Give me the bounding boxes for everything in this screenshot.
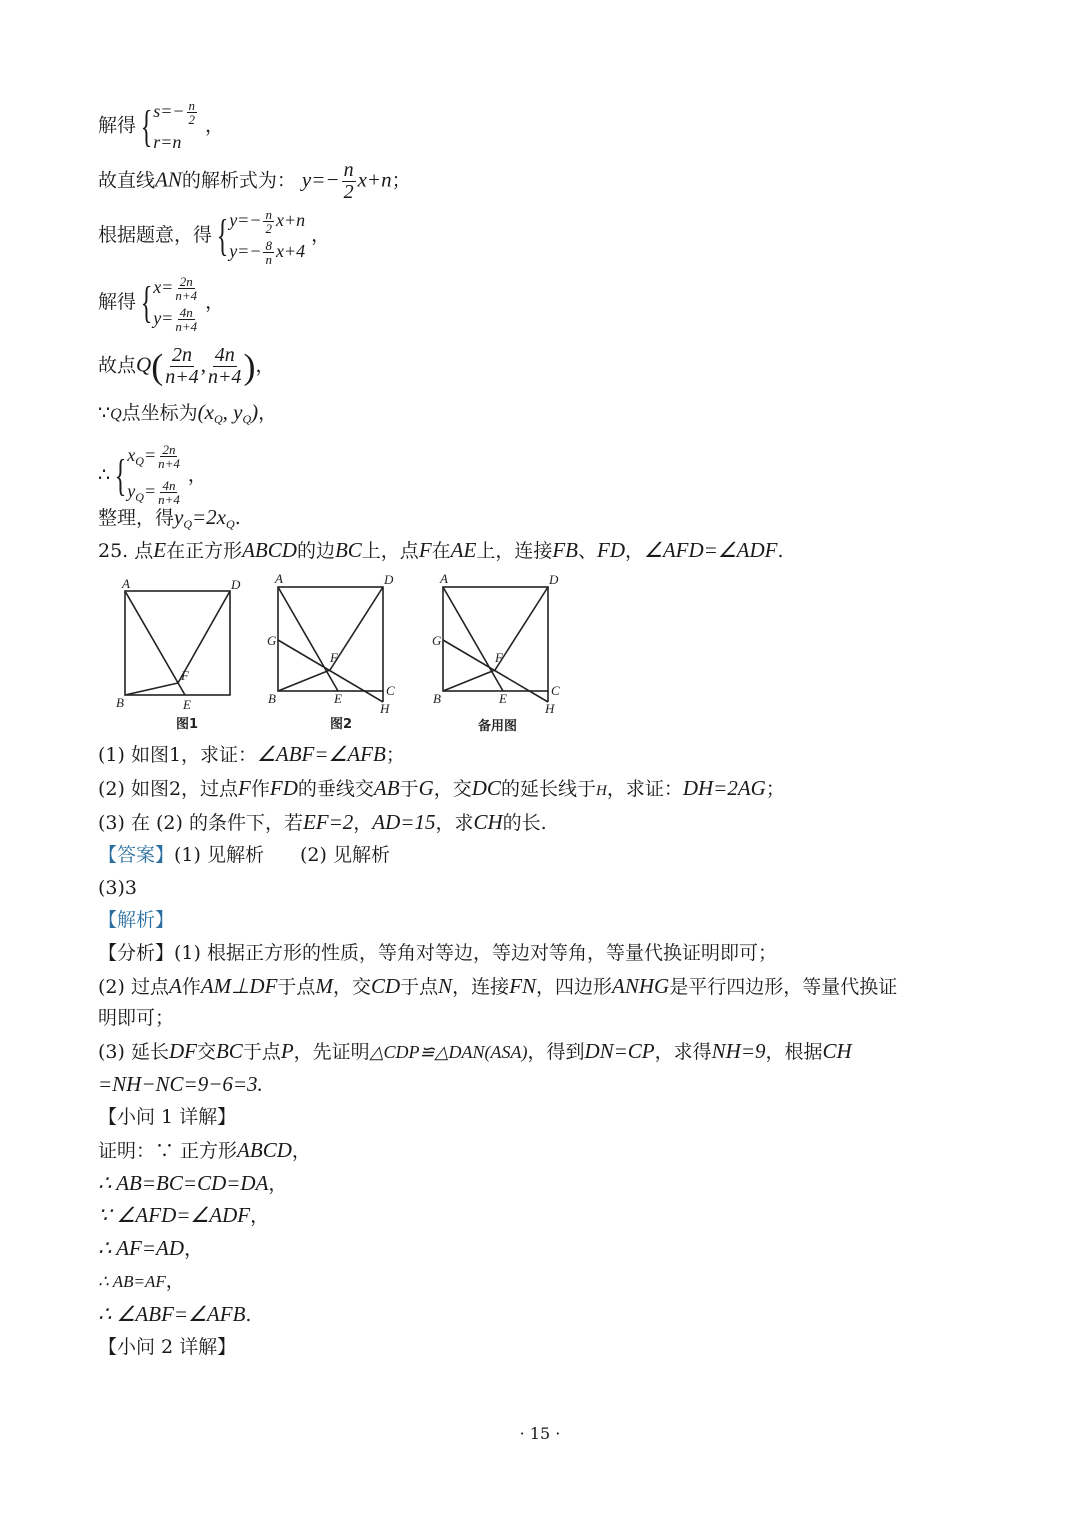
fig3-label-E: E (499, 691, 507, 706)
proof-line-6: ∴ ∠ABF=∠AFB. (98, 1302, 252, 1326)
question-1: (1) 如图1，求证：∠ABF=∠AFB； (98, 742, 405, 766)
fig3-label-A: A (440, 572, 448, 586)
geometry-figures (110, 572, 570, 737)
solve-system-x-y: 解得 { x= $\frac{2n}{n+4}$ y= $\frac{4n}{n+4}$ ， (98, 273, 225, 335)
line-an-expression: 故直线AN的解析式为： y=− $\frac{n}{2}$ x+n； (98, 159, 411, 203)
therefore-system: ∴ { $x_Q=$ $\frac{2n}{n+4}$ $y_Q=$ $\frac{4n}{n+4}$ ， (98, 440, 207, 512)
system-row: y=− $\frac{8}{n}$ x+4 (229, 237, 306, 268)
fig3-label-D: D (549, 572, 559, 587)
system-by-condition: 根据题意，得 { y=− $\frac{n}{2}$ x+n y=− $\frac{8}{n}$ x+4 ， (98, 206, 331, 268)
fig2-caption: 图2 (330, 717, 353, 732)
fig2-label-D: D (384, 572, 394, 587)
solve-system-s-r: 解得 { s=− $\frac{n}{2}$ r=n ， (98, 96, 224, 157)
analysis-2-cont: 明即可； (98, 1007, 175, 1029)
fig2-label-G: G (267, 633, 277, 648)
fig2-label-H: H (380, 701, 390, 716)
detail-2-tag: 【小问 2 详解】 (98, 1336, 237, 1358)
page-number: · 15 · (519, 1424, 561, 1443)
question-3: (3) 在 (2) 的条件下，若EF=2，AD=15，求CH的长. (98, 810, 547, 834)
system-row: r=n (153, 132, 182, 153)
analysis-3-cont: =NH−NC=9−6=3. (98, 1072, 263, 1096)
answer-3: (3)3 (98, 877, 138, 899)
analysis-2: (2) 过点A作AM⊥DF于点M，交CD于点N，连接FN，四边形ANHG是平行四边形，等量代换证 (98, 974, 898, 998)
point-q-coordinates: 故点Q( $\frac{2n}{n+4}$ , $\frac{4n}{n+4}$ )， (98, 344, 275, 388)
analysis-1: 【分析】(1) 根据正方形的性质，等角对等边，等边对等角，等量代换证明即可； (98, 942, 777, 964)
proof-line-1: 证明：∵ 正方形ABCD， (98, 1138, 311, 1162)
fig3-label-F: F (495, 650, 503, 665)
answer-line: 【答案】(1) 见解析 (2) 见解析 (98, 844, 390, 866)
system-row: s=− $\frac{n}{2}$ (153, 97, 195, 128)
system-row: x= $\frac{2n}{n+4}$ (153, 273, 198, 304)
system-row: y= $\frac{4n}{n+4}$ (153, 304, 198, 335)
detail-1-tag: 【小问 1 详解】 (98, 1106, 237, 1128)
analysis-tag: 【解析】 (98, 909, 175, 931)
system-row: y=− $\frac{n}{2}$ x+n (229, 206, 306, 237)
brace-system: { s=− $\frac{n}{2}$ r=n (142, 96, 199, 157)
brace-system: { y=− $\frac{n}{2}$ x+n y=− $\frac{8}{n}$ x+4 (216, 206, 306, 268)
proof-line-5: ∴ AB=AF， (98, 1270, 185, 1292)
fig2-label-B: B (268, 691, 276, 706)
system-row: $y_Q=$ $\frac{4n}{n+4}$ (127, 477, 180, 508)
fig2-label-F: F (330, 650, 338, 665)
fig1-label-A: A (122, 576, 130, 591)
fig1-label-E: E (183, 697, 191, 712)
fig3-label-H: H (545, 701, 555, 716)
fig3-label-C: C (551, 683, 560, 698)
simplified-relation: 整理，得$y_Q=2x_Q$. (98, 505, 241, 531)
fig3-label-B: B (433, 691, 441, 706)
fig2-label-C: C (386, 683, 395, 698)
question-2: (2) 如图2，过点F作FD的垂线交AB于G，交DC的延长线于H，求证：DH=2AG； (98, 776, 785, 800)
fig3-label-G: G (432, 633, 442, 648)
problem-25-stem: 25. 点E在正方形ABCD的边BC上，点F在AE上，连接FB、FD，∠AFD=∠ADF. (98, 538, 784, 562)
fig2-label-E: E (334, 691, 342, 706)
brace-system: { x= $\frac{2n}{n+4}$ y= $\frac{4n}{n+4}$ (140, 273, 198, 335)
fig3-caption: 备用图 (478, 719, 518, 734)
proof-line-3: ∵ ∠AFD=∠ADF， (98, 1203, 270, 1227)
fig1-caption: 图1 (176, 717, 199, 732)
fig2-label-A: A (275, 572, 283, 586)
brace-system: { $x_Q=$ $\frac{2n}{n+4}$ $y_Q=$ $\frac{4n}{n+4}$ (116, 440, 182, 512)
system-row: $x_Q=$ $\frac{2n}{n+4}$ (127, 441, 180, 472)
answer-tag: 【答案】 (98, 844, 175, 866)
analysis-3: (3) 延长DF交BC于点P，先证明△CDP≌△DAN(ASA)，得到DN=CP，求得NH=9，根据CH (98, 1039, 852, 1063)
q-coordinate-note: ∵Q点坐标为($x_Q$, $y_Q$)， (98, 400, 278, 426)
fig1-label-D: D (231, 577, 241, 592)
fig1-label-B: B (116, 695, 124, 710)
fig1-label-F: F (181, 668, 189, 683)
proof-line-2: ∴ AB=BC=CD=DA， (98, 1171, 288, 1195)
proof-line-4: ∴ AF=AD， (98, 1236, 204, 1260)
